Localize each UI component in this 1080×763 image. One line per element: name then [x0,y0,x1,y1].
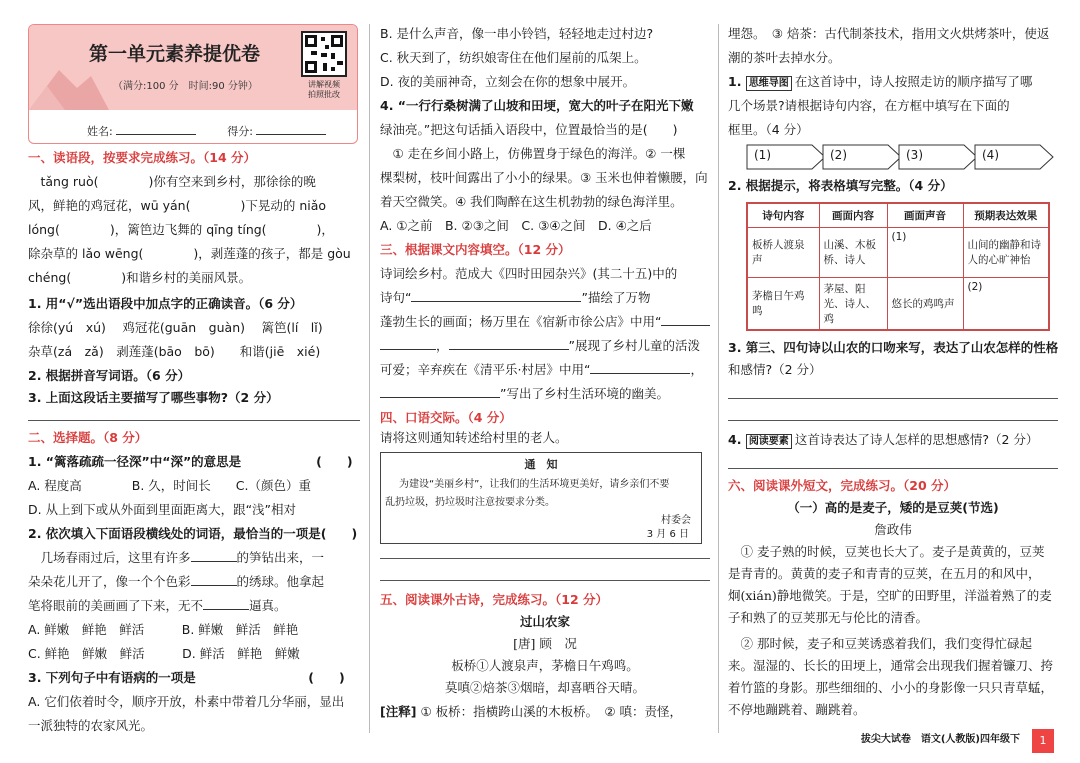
notice-body: 为建设“美丽乡村”，让我们的生活环境更美好，请乡亲们不要 [399,479,670,490]
notice-signer: 村委会 [661,515,691,526]
article-line: 子和熟了的豆荚那无与伦比的清香。 [728,610,929,625]
poem-author: [唐] 顾 况 [513,636,577,651]
blank[interactable] [191,572,237,586]
question: 1. 用“√”选出语段中加点字的正确读音。（6 分） [28,296,303,311]
fill-line: 可爱；辛弃疾在《清平乐·村居》中用“ ， [380,362,703,377]
table-cell: 茅檐日午鸡鸣 [747,277,819,330]
poem-line: 莫嗔②焙茶③烟暗，却喜晒谷天晴。 [444,680,645,695]
column-divider [718,24,719,733]
section-heading: 一、读语段，按要求完成练习。（14 分） [28,150,256,165]
table-header: 诗句内容 [747,203,819,227]
passage-line: chéng( )和谐乡村的美丽风景。 [28,270,252,285]
column-divider [369,24,370,733]
route-arrows [746,144,1056,170]
route-box[interactable]: (3) [898,144,978,170]
article-line: 着竹篮的身影。那些细细的、小小的身影像一只只青草蜢， [728,680,1054,695]
blank[interactable] [203,596,249,610]
table-cell: 板桥人渡泉声 [747,227,819,277]
qr-code-icon[interactable] [301,31,347,77]
answer-line[interactable] [380,558,710,559]
fill-line: 诗句“ ”描绘了万物 [380,290,651,305]
pinyin-choices[interactable]: 徐徐(yú xú) 鸡冠花(guān guàn) 篱笆(lí lǐ) [28,320,323,335]
exam-meta: （满分:100 分 时间:90 分钟） [113,81,258,92]
question: 3. 上面这段话主要描写了哪些事物?（2 分） [28,390,279,405]
section-heading: 三、根据课文内容填空。（12 分） [380,242,571,257]
fill-sentence: 朵朵花儿开了，像一个个色彩 的绣球。他拿起 [28,574,325,589]
article-author: 詹政伟 [874,522,912,537]
qr-caption: 讲解视频 拍照批改 [308,80,340,99]
name-label: 姓名: [87,125,113,138]
notice-title: 通 知 [524,458,558,471]
route-box[interactable]: (2) [822,144,902,170]
passage-line: 除杂草的 lǎo wēng( )，剥莲蓬的孩子，都是 gòu [28,246,351,261]
fill-line: ， ”展现了乡村儿童的活泼 [380,336,710,356]
column-1 [28,0,360,763]
poem-note: 潮的茶叶去掉水分。 [728,50,841,65]
question: 和感情?（2 分） [728,362,822,377]
blank[interactable] [411,288,581,302]
option-line[interactable]: D. 夜的美丽神奇，立刻会在你的想象中展开。 [380,74,636,89]
option-line[interactable]: A. 程度高 B. 久，时间长 C.（颜色）重 [28,478,312,493]
blank[interactable] [661,312,710,326]
article-line: 来。湿湿的、长长的田埂上，通常会出现我们握着镰刀、挎 [728,658,1054,673]
name-score-row [87,121,326,139]
notice-date: 3 月 6 日 [646,529,689,540]
article-line: 是青青的。黄黄的麦子和青青的豆荚，在五月的和风中， [728,566,1041,581]
poem-note: 埋怨。 ③ 焙茶：古代制茶技术，指用文火烘烤茶叶，使返 [728,26,1050,41]
question: 3. 下列句子中有语病的一项是 ( ) [28,670,345,685]
footer-brand: 拔尖大试卷 语文(人教版)四年级下 [860,734,1020,745]
name-field[interactable] [116,121,196,135]
question: 4. “一行行桑树满了山坡和田埂，宽大的叶子在阳光下嫩 [380,98,694,113]
blank[interactable] [191,548,237,562]
question: 4. 阅读要素 这首诗表达了诗人怎样的思想感情?（2 分） [728,432,1039,447]
question: 请将这则通知转述给村里的老人。 [380,430,568,445]
fill-sentence: 几场春雨过后，这里有许多 的笋钻出来，一 [28,550,325,565]
question-tag: 思维导图 [746,76,792,91]
page-number: 1 [1032,729,1054,753]
passage-line: lóng( )，篱笆边飞舞的 qīng tíng( )， [28,222,334,237]
fill-line: 诗词绘乡村。范成大《四时田园杂兴》(其二十五)中的 [380,266,678,281]
passage-line: ① 走在乡间小路上，仿佛置身于绿色的海洋。② 一棵 [380,146,686,161]
passage-line: 着天空微笑。④ 我们陶醉在这生机勃勃的绿色海洋里。 [380,194,683,209]
article-title: （一）高的是麦子，矮的是豆荚(节选) [787,500,999,515]
score-label: 得分: [227,125,253,138]
answer-line[interactable] [380,580,710,581]
notice-box [380,452,702,544]
fill-line: 蓬勃生长的画面；杨万里在《宿新市徐公店》中用“ [380,312,710,332]
question: 绿油亮。”把这句话插入语段中，位置最恰当的是( ) [380,122,678,137]
option-line[interactable]: 一派独特的农家风光。 [28,718,154,733]
question: 1. “篱落疏疏一径深”中“深”的意思是 ( ) [28,454,353,469]
exam-header [28,24,358,144]
option-line[interactable]: A. ①之前 B. ②③之间 C. ③④之间 D. ④之后 [380,218,652,233]
column-2 [380,0,710,763]
poem-note: [注释] ① 板桥：指横跨山溪的木板桥。 ② 嗔：责怪， [380,704,683,719]
article-line: ① 麦子熟的时候，豆荚也长大了。麦子是黄黄的，豆荚 [728,544,1045,559]
table-cell-blank[interactable]: (2) [963,277,1049,330]
table-cell-blank[interactable]: (1) [887,227,963,277]
fill-line: ”写出了乡村生活环境的幽美。 [380,384,710,404]
blank[interactable] [590,360,690,374]
blank[interactable] [380,336,436,350]
answer-line[interactable] [728,398,1058,399]
answer-line[interactable] [28,420,360,421]
option-line[interactable]: A. 鲜嫩 鲜艳 鲜活 B. 鲜嫩 鲜活 鲜艳 [28,622,299,637]
fill-sentence: 笔将眼前的美画画了下来，无不 逼真。 [28,598,287,613]
table-cell: 山溪、木板桥、诗人 [819,227,887,277]
question-tag: 阅读要素 [746,434,792,449]
section-heading: 四、口语交际。（4 分） [380,410,512,425]
option-line[interactable]: C. 鲜艳 鲜嫩 鲜活 D. 鲜活 鲜艳 鲜嫩 [28,646,300,661]
pinyin-choices[interactable]: 杂草(zá zǎ) 剥莲蓬(bāo bō) 和谐(jiē xié) [28,344,321,359]
route-box[interactable]: (4) [974,144,1054,170]
option-line[interactable]: B. 是什么声音，像一串小铃铛，轻轻地走过村边? [380,26,654,41]
notice-body: 乱扔垃圾，扔垃圾时注意按要求分类。 [385,497,555,508]
section-heading: 五、阅读课外古诗，完成练习。（12 分） [380,592,608,607]
question: 1. 思维导图 在这首诗中，诗人按照走访的顺序描写了哪 [728,74,1033,89]
blank[interactable] [380,384,500,398]
poem-title: 过山农家 [519,614,570,629]
passage-line: 棵梨树，枝叶间露出了小小的绿果。③ 玉米也伸着懒腰，向 [380,170,708,185]
question: 3. 第三、四句诗以山农的口吻来写，表达了山农怎样的性格 [728,340,1058,355]
blank[interactable] [449,336,569,350]
poem-line: 板桥①人渡泉声，茅檐日午鸡鸣。 [451,658,639,673]
column-3 [728,0,1058,763]
section-heading: 二、选择题。（8 分） [28,430,148,445]
table-cell: 悠长的鸡鸣声 [887,277,963,330]
question: 2. 根据提示，将表格填写完整。（4 分） [728,178,953,193]
option-line[interactable]: C. 秋天到了，纺织娘寄住在他们屋前的瓜架上。 [380,50,647,65]
poem-table [746,202,1050,331]
table-cell: 山间的幽静和诗人的心旷神怡 [963,227,1049,277]
question: 几个场景?请根据诗句内容，在方框中填写在下面的 [728,98,1010,113]
option-line[interactable]: D. 从上到下或从外面到里面距离大，跟“浅”相对 [28,502,297,517]
question: 框里。（4 分） [728,122,809,137]
table-header: 画面内容 [819,203,887,227]
score-field[interactable] [256,121,326,135]
note-label: [注释] [380,704,417,719]
exam-title: 第一单元素养提优卷 [89,43,261,65]
article-line: ② 那时候，麦子和豆荚诱惑着我们，我们变得忙碌起 [728,636,1032,651]
section-heading: 六、阅读课外短文，完成练习。（20 分） [728,478,956,493]
route-box[interactable]: (1) [746,144,826,170]
option-line[interactable]: A. 它们依着时令，顺序开放，朴素中带着几分华丽，显出 [28,694,345,709]
question: 2. 根据拼音写词语。（6 分） [28,368,191,383]
answer-line[interactable] [728,468,1058,469]
table-cell: 茅屋、阳光、诗人、鸡 [819,277,887,330]
table-header: 画面声音 [887,203,963,227]
article-line: 炯(xián)静地微笑。于是，空旷的田野里，洋溢着熟了的麦 [728,588,1052,603]
question: 2. 依次填入下面语段横线处的词语，最恰当的一项是( ) [28,526,358,541]
passage-line: tǎng ruò( )你有空来到乡村，那徐徐的晚 [28,174,316,189]
answer-line[interactable] [728,420,1058,421]
passage-line: 风，鲜艳的鸡冠花，wū yán( )下晃动的 niǎo [28,198,327,213]
article-line: 不停地蹦跳着、蹦跳着。 [728,702,866,717]
table-header: 预期表达效果 [963,203,1049,227]
